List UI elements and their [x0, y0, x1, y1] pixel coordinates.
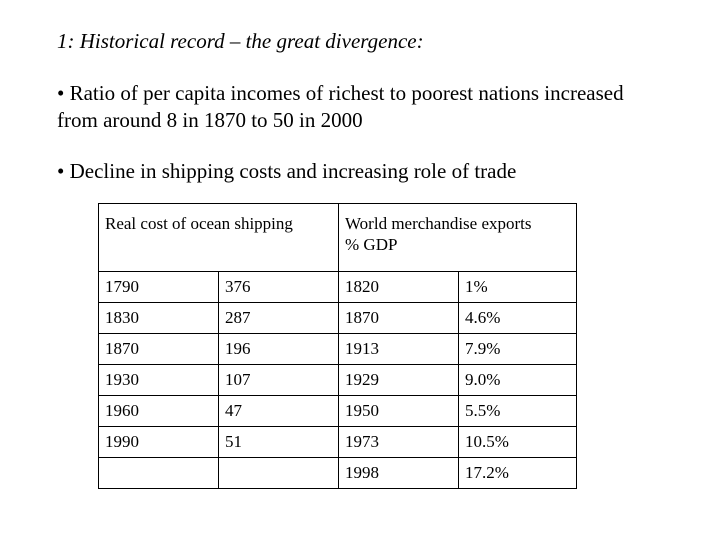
exports-year-cell: 1870 [339, 303, 459, 334]
shipping-year-cell [99, 458, 219, 489]
exports-year-cell: 1973 [339, 427, 459, 458]
shipping-year-cell: 1830 [99, 303, 219, 334]
shipping-year-cell: 1960 [99, 396, 219, 427]
shipping-year-cell: 1990 [99, 427, 219, 458]
shipping-year-cell: 1870 [99, 334, 219, 365]
exports-pct-cell: 1% [459, 272, 577, 303]
header-exports-line2: % GDP [345, 235, 398, 254]
exports-pct-cell: 5.5% [459, 396, 577, 427]
table-row [99, 334, 577, 365]
shipping-cost-cell: 51 [219, 427, 339, 458]
shipping-cost-cell: 107 [219, 365, 339, 396]
table-row [99, 427, 577, 458]
shipping-year-cell: 1790 [99, 272, 219, 303]
exports-year-cell: 1913 [339, 334, 459, 365]
exports-pct-cell: 17.2% [459, 458, 577, 489]
shipping-cost-cell: 47 [219, 396, 339, 427]
shipping-year-cell: 1930 [99, 365, 219, 396]
table-row [99, 458, 577, 489]
exports-year-cell: 1950 [339, 396, 459, 427]
bullet-income-ratio: • Ratio of per capita incomes of richest to poorest nations increased from around 8 in 1870 to 50 in 2000 [57, 81, 624, 132]
table-row [99, 365, 577, 396]
bullet-shipping-trade: • Decline in shipping costs and increasing role of trade [57, 159, 517, 183]
header-merchandise-exports [339, 204, 577, 272]
exports-pct-cell: 10.5% [459, 427, 577, 458]
shipping-cost-cell [219, 458, 339, 489]
exports-year-cell: 1998 [339, 458, 459, 489]
shipping-cost-cell: 196 [219, 334, 339, 365]
shipping-cost-cell: 287 [219, 303, 339, 334]
exports-year-cell: 1820 [339, 272, 459, 303]
header-exports-line1: World merchandise exports [345, 214, 532, 233]
table-row [99, 272, 577, 303]
shipping-cost-cell: 376 [219, 272, 339, 303]
exports-pct-cell: 7.9% [459, 334, 577, 365]
exports-pct-cell: 9.0% [459, 365, 577, 396]
table-header-row [99, 204, 577, 272]
slide-title: 1: Historical record – the great divergence: [57, 29, 424, 53]
table-row [99, 396, 577, 427]
table-row [99, 303, 577, 334]
exports-pct-cell: 4.6% [459, 303, 577, 334]
header-shipping-cost: Real cost of ocean shipping [99, 204, 339, 272]
shipping-exports-table [98, 203, 577, 489]
exports-year-cell: 1929 [339, 365, 459, 396]
